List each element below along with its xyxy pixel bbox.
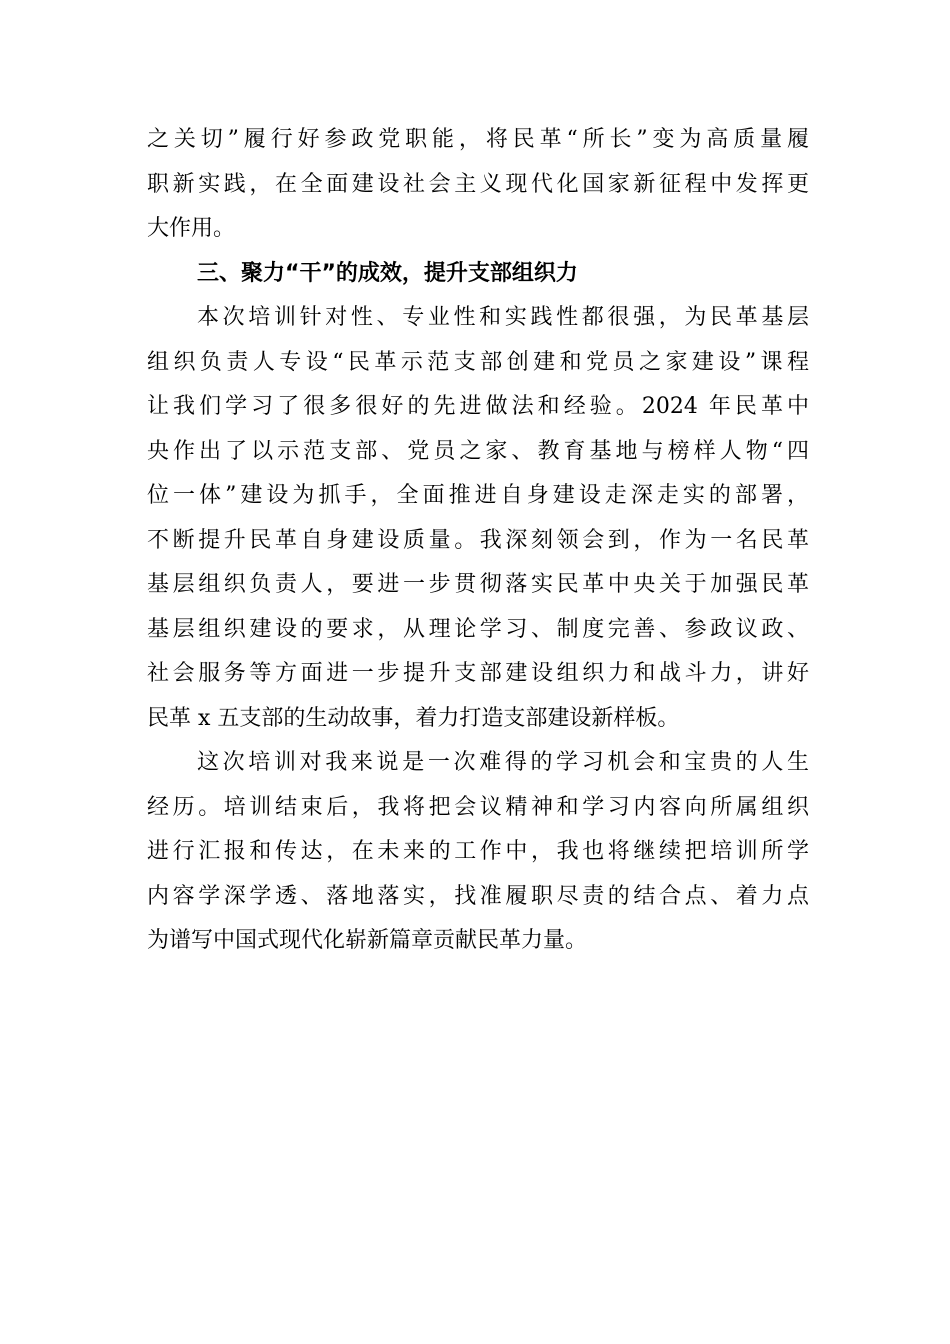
text-line: 进行汇报和传达，在未来的工作中，我也将继续把培训所学 bbox=[147, 839, 809, 864]
text-line: 基层组织负责人，要进一步贯彻落实民革中央关于加强民革 bbox=[147, 572, 809, 597]
text-line: 民革 x 五支部的生动故事，着力打造支部建设新样板。 bbox=[147, 705, 680, 731]
text-line: 让我们学习了很多很好的先进做法和经验。2024 年民革中 bbox=[147, 394, 809, 419]
text-line: 位一体”建设为抓手，全面推进自身建设走深走实的部署， bbox=[147, 483, 809, 508]
text-line: 内容学深学透、落地落实，找准履职尽责的结合点、着力点 bbox=[147, 883, 809, 909]
text-line: 这次培训对我来说是一次难得的学习机会和宝贵的人生 bbox=[197, 750, 809, 775]
text-line: 之关切”履行好参政党职能，将民革“所长”变为高质量履 bbox=[147, 127, 809, 152]
text-line: 央作出了以示范支部、党员之家、教育基地与榜样人物“四 bbox=[147, 438, 809, 464]
text-line: 组织负责人专设“民革示范支部创建和党员之家建设”课程 bbox=[147, 349, 809, 375]
section-heading: 三、聚力“干”的成效，提升支部组织力 bbox=[197, 260, 578, 286]
document-body bbox=[147, 118, 809, 964]
paragraph-training-summary bbox=[147, 296, 809, 741]
text-line: 大作用。 bbox=[147, 216, 236, 241]
text-line: 为谱写中国式现代化崭新篇章贡献民革力量。 bbox=[147, 928, 588, 953]
text-line: 社会服务等方面进一步提升支部建设组织力和战斗力，讲好 bbox=[147, 661, 809, 686]
text-line: 基层组织建设的要求，从理论学习、制度完善、参政议政、 bbox=[147, 616, 809, 642]
paragraph-conclusion bbox=[147, 741, 809, 964]
text-line: 职新实践，在全面建设社会主义现代化国家新征程中发挥更 bbox=[147, 171, 809, 197]
text-line: 本次培训针对性、专业性和实践性都很强，为民革基层 bbox=[197, 305, 809, 330]
text-line: 不断提升民革自身建设质量。我深刻领会到，作为一名民革 bbox=[147, 527, 809, 553]
paragraph-continuation bbox=[147, 118, 809, 252]
text-line: 经历。培训结束后，我将把会议精神和学习内容向所属组织 bbox=[147, 794, 809, 820]
